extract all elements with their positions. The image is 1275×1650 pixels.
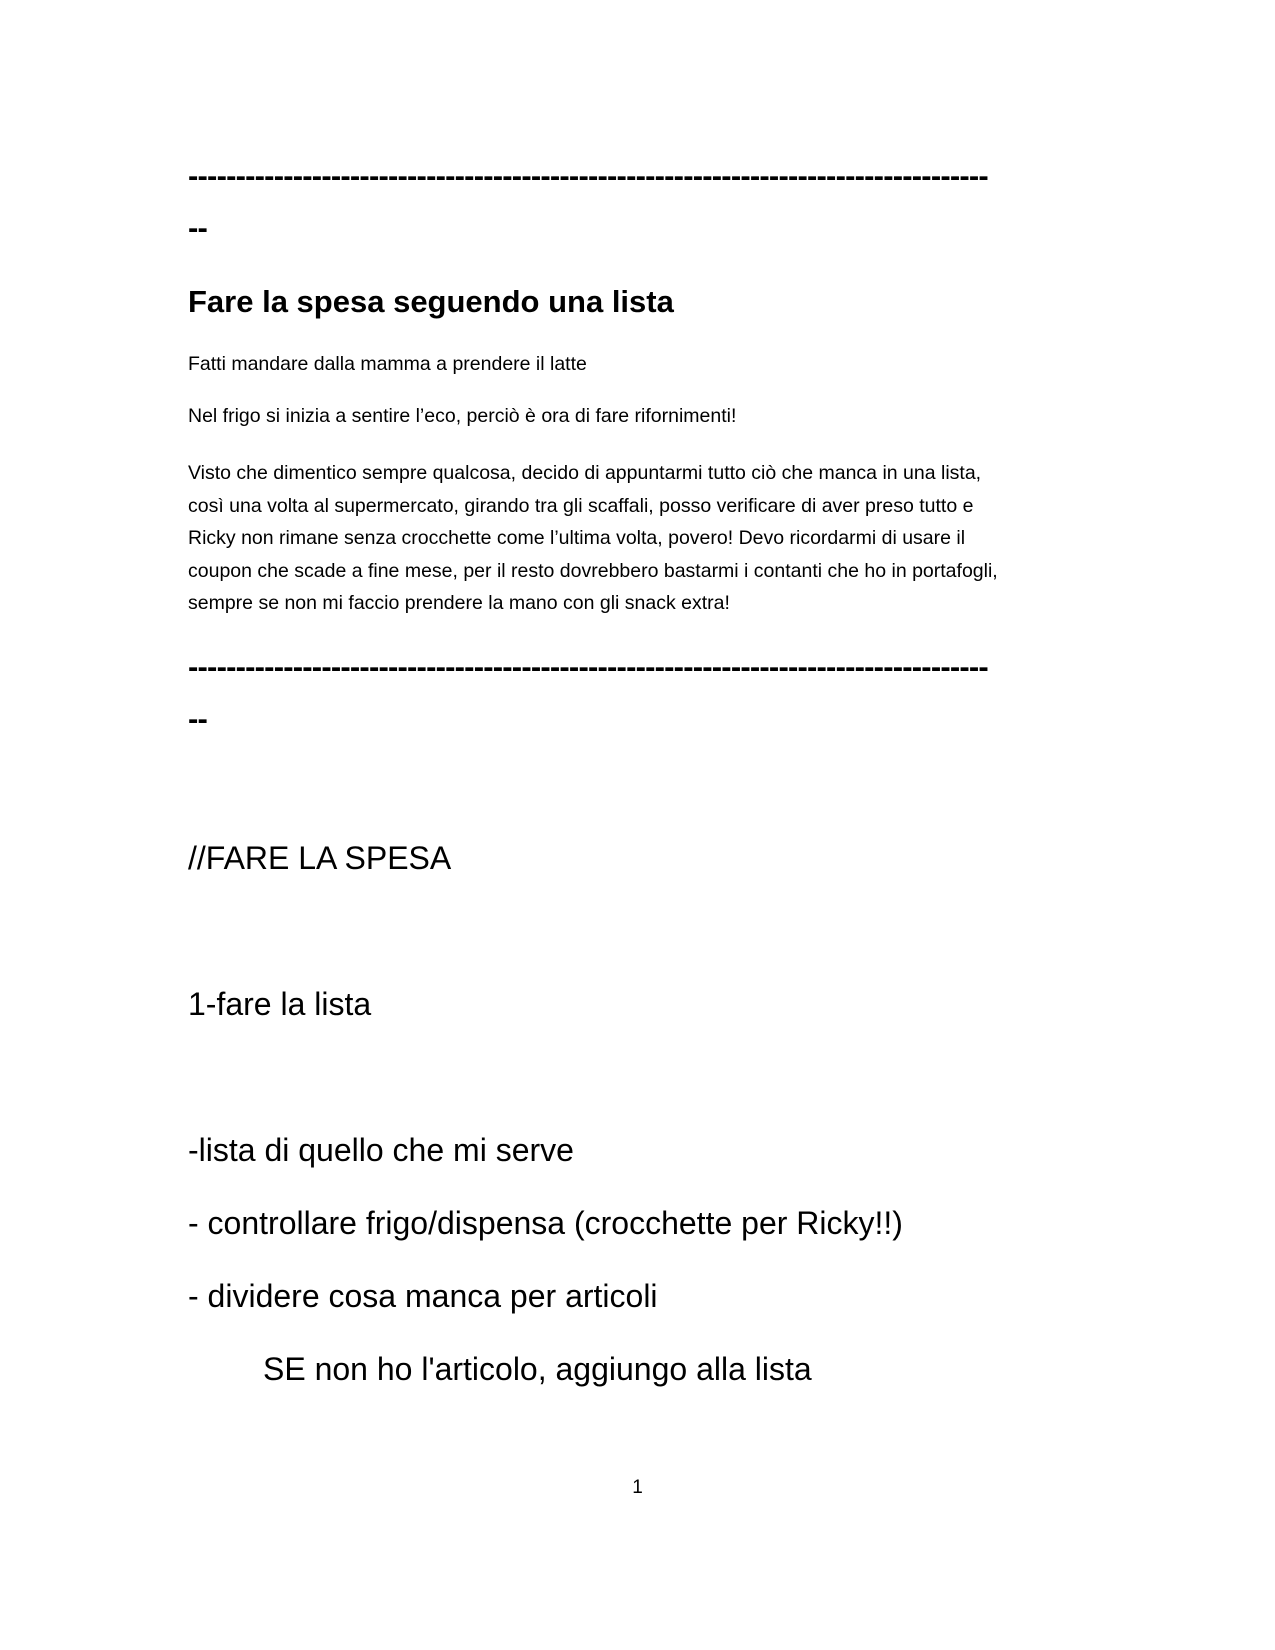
step-1: 1-fare la lista (188, 986, 372, 1022)
separator-line-bottom: ------------------------------------------------------------------------------------ (188, 649, 988, 684)
separator-line-bottom-tail: -- (188, 701, 208, 736)
separator-line-top-tail: -- (188, 210, 208, 245)
paragraph-line: Visto che dimentico sempre qualcosa, decido di appuntarmi tutto ciò che manca in una lista, (188, 462, 982, 484)
intro-line-2: Nel frigo si inizia a sentire l’eco, perciò è ora di fare rifornimenti! (188, 405, 737, 427)
page-number: 1 (632, 1477, 643, 1498)
list-item-2: - controllare frigo/dispensa (crocchette per Ricky!!) (188, 1205, 903, 1241)
story-paragraph (188, 457, 1088, 620)
condition-line: SE non ho l'articolo, aggiungo alla lista (263, 1351, 812, 1387)
separator-line-top: ------------------------------------------------------------------------------------ (188, 158, 988, 193)
paragraph-line: sempre se non mi faccio prendere la mano con gli snack extra! (188, 592, 730, 614)
intro-line-1: Fatti mandare dalla mamma a prendere il latte (188, 353, 587, 375)
paragraph-line: così una volta al supermercato, girando tra gli scaffali, posso verificare di aver preso tutto e (188, 494, 974, 517)
paragraph-line: coupon che scade a fine mese, per il resto dovrebbero bastarmi i contanti che ho in portafogli, (188, 559, 998, 582)
paragraph-line: Ricky non rimane senza crocchette come l’ultima volta, povero! Devo ricordarmi di usare il (188, 527, 966, 549)
pseudocode-title: //FARE LA SPESA (188, 840, 452, 876)
document-title: Fare la spesa seguendo una lista (188, 284, 674, 319)
list-item-3: - dividere cosa manca per articoli (188, 1278, 658, 1314)
list-item-1: -lista di quello che mi serve (188, 1132, 574, 1168)
